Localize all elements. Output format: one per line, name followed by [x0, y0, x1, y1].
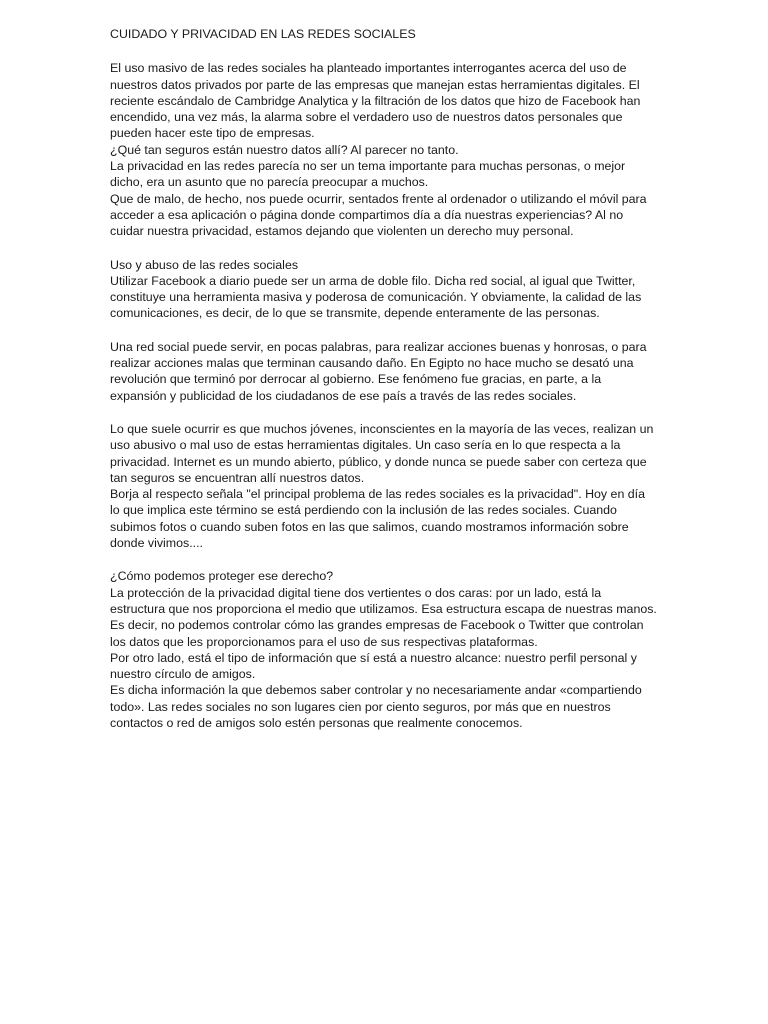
section-heading-proteger: ¿Cómo podemos proteger ese derecho?: [110, 569, 334, 584]
document-title: CUIDADO Y PRIVACIDAD EN LAS REDES SOCIALES: [110, 27, 416, 41]
spacer: [110, 240, 658, 257]
section1-paragraph-1: Utilizar Facebook a diario puede ser un arma de doble filo. Dicha red social, al igual que Twitter, constituye una herramienta masiva y poderosa de comunicación. Y obviamente, la calidad de las comunicaciones, es decir, de lo que se transmite, depende enteramente de las personas.: [110, 273, 642, 321]
intro-paragraph-3: La privacidad en las redes parecía no ser un tema importante para muchas personas, o mejor dicho, era un asunto que no parecía preocupar a muchos.: [110, 159, 626, 190]
section3-paragraph-1: Lo que suele ocurrir es que muchos jóvenes, inconscientes en la mayoría de las veces, realizan un uso abusivo o mal uso de estas herramientas digitales. Un caso sería en lo que respecta a la privacidad. Internet es un mundo abierto, público, y donde nunca se puede saber con certeza que tan seguros se encuentran allí nuestros datos.: [110, 421, 654, 485]
section3-paragraph-2: Borja al respecto señala "el principal problema de las redes sociales es la privacidad". Hoy en día lo que implica este término se está perdiendo con la inclusión de las redes sociales. Cuando subimos fotos o cuando suben fotos en las que salimos, cuando mostramos información sobre donde vivimos....: [110, 487, 645, 551]
section2-paragraph-1: Una red social puede servir, en pocas palabras, para realizar acciones buenas y honrosas, o para realizar acciones malas que terminan causando daño. En Egipto no hace mucho se desató una revolución que terminó por derrocar al gobierno. Ese fenómeno fue gracias, en parte, a la expansión y publicidad de los ciudadanos de ese país a través de las redes sociales.: [110, 339, 647, 403]
intro-paragraph-2: ¿Qué tan seguros están nuestro datos allí? Al parecer no tanto.: [110, 142, 459, 157]
section4-paragraph-1: La protección de la privacidad digital tiene dos vertientes o dos caras: por un lado, está la estructura que nos proporciona el medio que utilizamos. Esa estructura escapa de nuestras manos. Es decir, no podemos controlar cómo las grandes empresas de Facebook o Twitter que controlan los datos que les proporcionamos para el uso de sus respectivas plataformas.: [110, 585, 657, 649]
intro-paragraph-1: El uso masivo de las redes sociales ha planteado importantes interrogantes acerca del uso de nuestros datos privados por parte de las empresas que manejan estas herramientas digitales. El reciente escándalo de Cambridge Analytica y la filtración de los datos que hizo de Facebook han encendido, una vez más, la alarma sobre el verdadero uso de nuestros datos personales que pueden hacer este tipo de empresas.: [110, 61, 641, 141]
intro-paragraph-4: Que de malo, de hecho, nos puede ocurrir, sentados frente al ordenador o utilizando el móvil para acceder a esa aplicación o página donde compartimos día a día nuestras experiencias? Al no cuidar nuestra privacidad, estamos dejando que violenten un derecho muy personal.: [110, 191, 647, 239]
section4-paragraph-3: Es dicha información la que debemos saber controlar y no necesariamente andar «compartiendo todo». Las redes sociales no son lugares cien por ciento seguros, por más que en nuestros contactos o red de amigos solo estén personas que realmente conocemos.: [110, 683, 642, 730]
spacer: [110, 322, 658, 339]
document-page: [110, 26, 658, 731]
section-heading-uso-abuso: Uso y abuso de las redes sociales: [110, 257, 299, 272]
section4-paragraph-2: Por otro lado, está el tipo de información que sí está a nuestro alcance: nuestro perfil personal y nuestro círculo de amigos.: [110, 650, 637, 682]
spacer: [110, 551, 658, 568]
spacer: [110, 404, 658, 421]
